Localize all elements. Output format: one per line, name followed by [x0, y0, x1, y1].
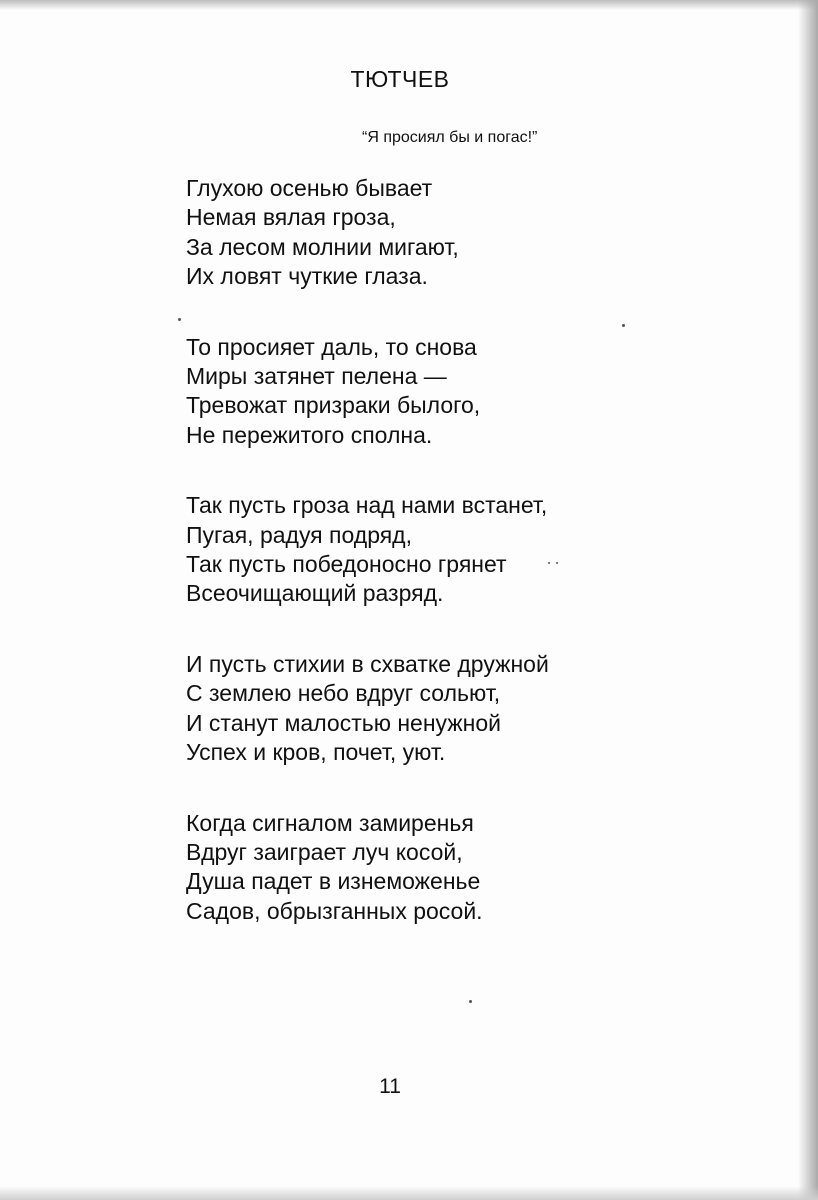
poem-line: Их ловят чуткие глаза.: [186, 263, 428, 290]
poem-line: Тревожат призраки былого,: [186, 392, 481, 419]
scan-edge-bottom: [0, 1186, 818, 1200]
poem-body: [186, 174, 549, 967]
poem-line: Садов, обрызганных росой.: [186, 897, 483, 924]
stanza-4: [186, 650, 549, 768]
scan-speck: [548, 562, 550, 564]
scan-edge-right: [798, 0, 818, 1200]
stanza-2: [186, 333, 549, 451]
poem-line: Немая вялая гроза,: [186, 204, 396, 231]
poem-line: То просияет даль, то снова: [186, 333, 477, 360]
poem-line: Успех и кров, почет, уют.: [186, 739, 446, 766]
poem-title: ТЮТЧЕВ: [350, 66, 450, 92]
stanza-1: [186, 174, 549, 292]
epigraph: “Я просиял бы и погас!”: [362, 129, 538, 146]
stanza-5: [186, 809, 549, 927]
poem-line: Глухою осенью бывает: [186, 175, 433, 201]
stanza-3: [186, 491, 549, 609]
scan-speck: [178, 318, 181, 321]
poem-line: Так пусть гроза над нами встанет,: [186, 492, 548, 519]
poem-line: За лесом молнии мигают,: [186, 233, 459, 260]
poem-line: И станут малостью ненужной: [186, 709, 502, 736]
poem-line: Когда сигналом замиренья: [186, 809, 474, 836]
page-number: 11: [379, 1075, 401, 1098]
poem-line: Вдруг заиграет луч косой,: [186, 838, 463, 865]
scan-speck: [556, 562, 558, 564]
poem-line: Всеочищающий разряд.: [186, 580, 444, 607]
poem-line: Не пережитого сполна.: [186, 421, 433, 448]
scan-speck: [469, 1000, 472, 1003]
poem-line: Так пусть победоносно грянет: [186, 551, 507, 578]
poem-line: Пугая, радуя подряд,: [186, 521, 412, 548]
poem-line: С землею небо вдруг сольют,: [186, 680, 501, 707]
poem-line: Душа падет в изнеможенье: [186, 868, 481, 895]
scan-edge-top: [0, 0, 818, 10]
scan-speck: [622, 324, 625, 327]
poem-line: Миры затянет пелена —: [186, 363, 447, 390]
poem-line: И пусть стихии в схватке дружной: [186, 650, 549, 677]
